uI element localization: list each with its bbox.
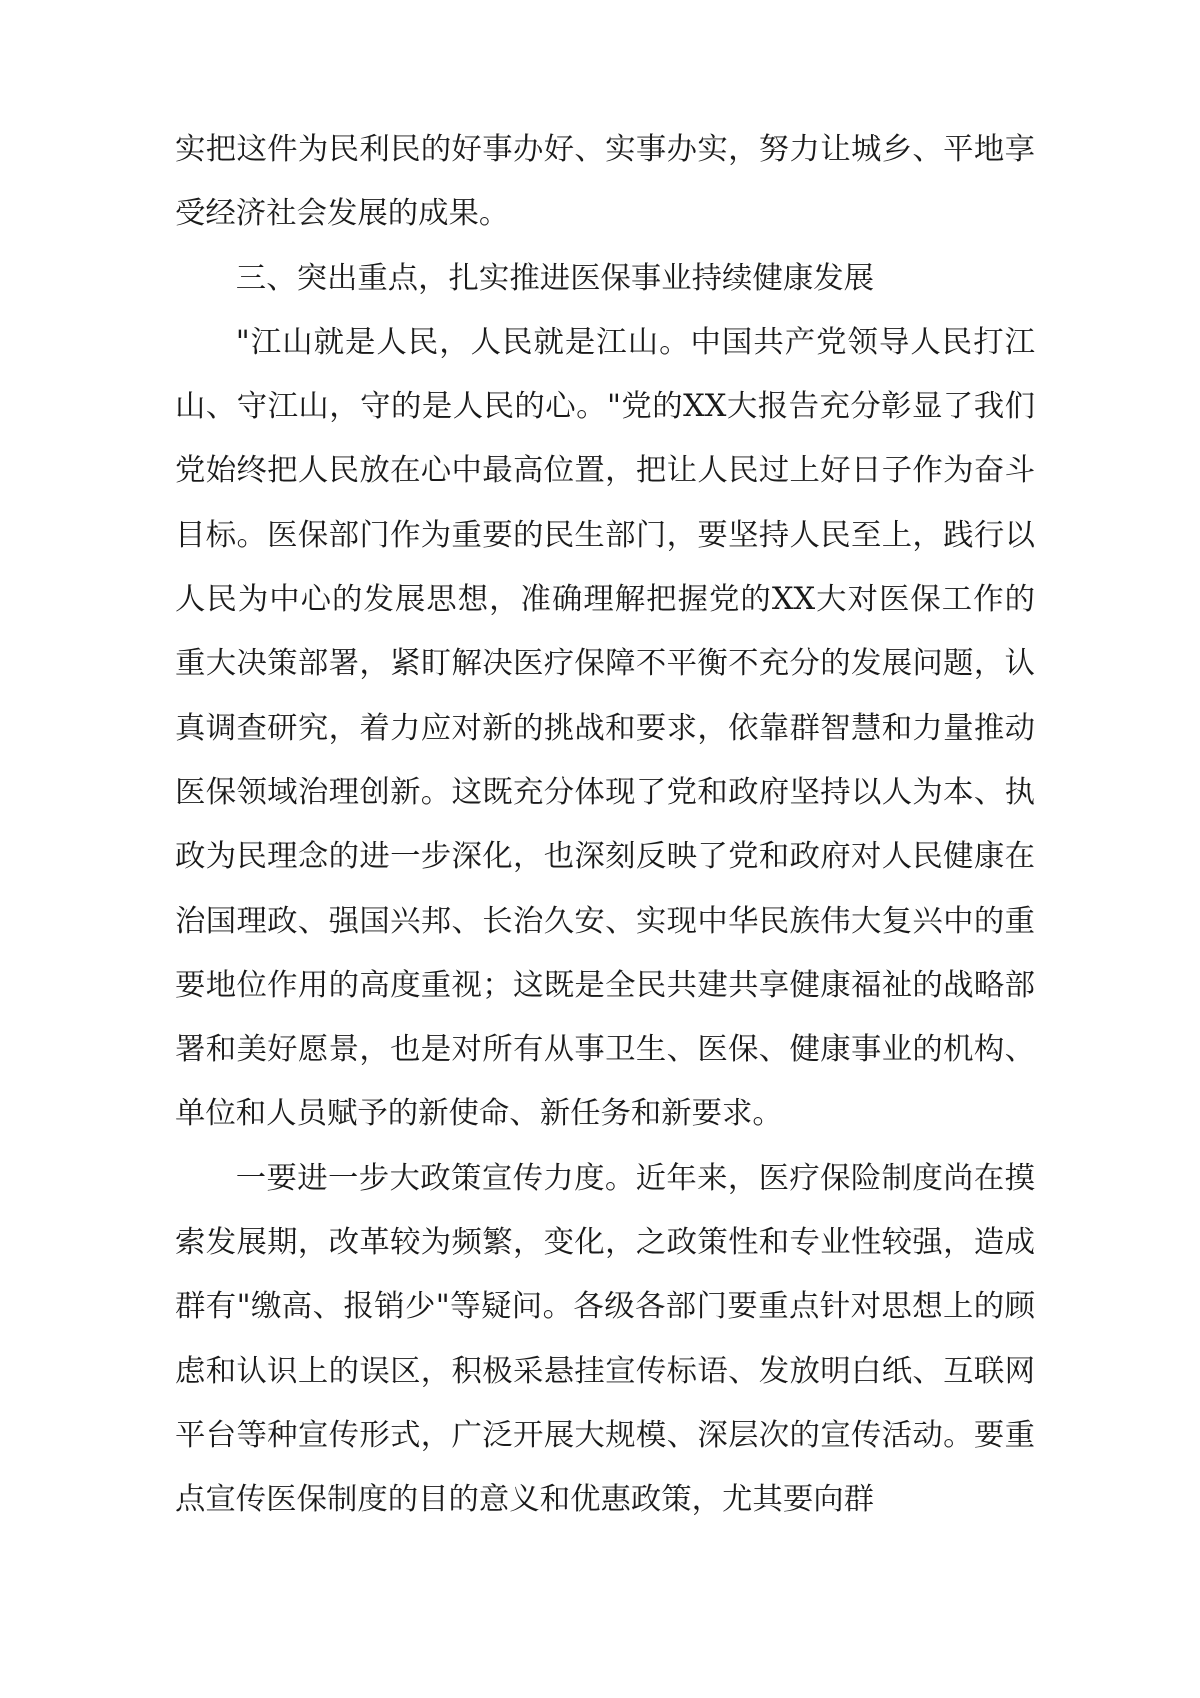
section-heading: 三、突出重点，扎实推进医保事业持续健康发展 <box>235 260 875 296</box>
document-body <box>175 118 1035 1533</box>
paragraph-policy-publicity: 一要进一步大政策宣传力度。近年来，医疗保险制度尚在摸索发展期，改革较为频繁，变化，之政策性和专业性较强，造成群有"缴高、报销少"等疑问。各级各部门要重点针对思想上的顾虑和认识上的误区，积极采悬挂宣传标语、发放明白纸、互联网平台等种宣传形式，广泛开展大规模、深层次的宣传活动。要重点宣传医保制度的目的意义和优惠政策，尤其要向群 <box>175 1160 1035 1518</box>
paragraph-quote: "江山就是人民，人民就是江山。中国共产党领导人民打江山、守江山，守的是人民的心。"党的XX大报告充分彰显了我们党始终把人民放在心中最高位置，把让人民过上好日子作为奋斗目标。医保部门作为重要的民生部门，要坚持人民至上，践行以人民为中心的发展思想，准确理解把握党的XX大对医保工作的重大决策部署，紧盯解决医疗保障不平衡不充分的发展问题，认真调查研究，着力应对新的挑战和要求，依靠群智慧和力量推动医保领域治理创新。这既充分体现了党和政府坚持以人为本、执政为民理念的进一步深化，也深刻反映了党和政府对人民健康在治国理政、强国兴邦、长治久安、实现中华民族伟大复兴中的重要地位作用的高度重视；这既是全民共建共享健康福祉的战略部署和美好愿景，也是对所有从事卫生、医保、健康事业的机构、单位和人员赋予的新使命、新任务和新要求。 <box>175 324 1035 1132</box>
paragraph-continuation: 实把这件为民利民的好事办好、实事办实，努力让城乡、平地享受经济社会发展的成果。 <box>175 132 1035 232</box>
